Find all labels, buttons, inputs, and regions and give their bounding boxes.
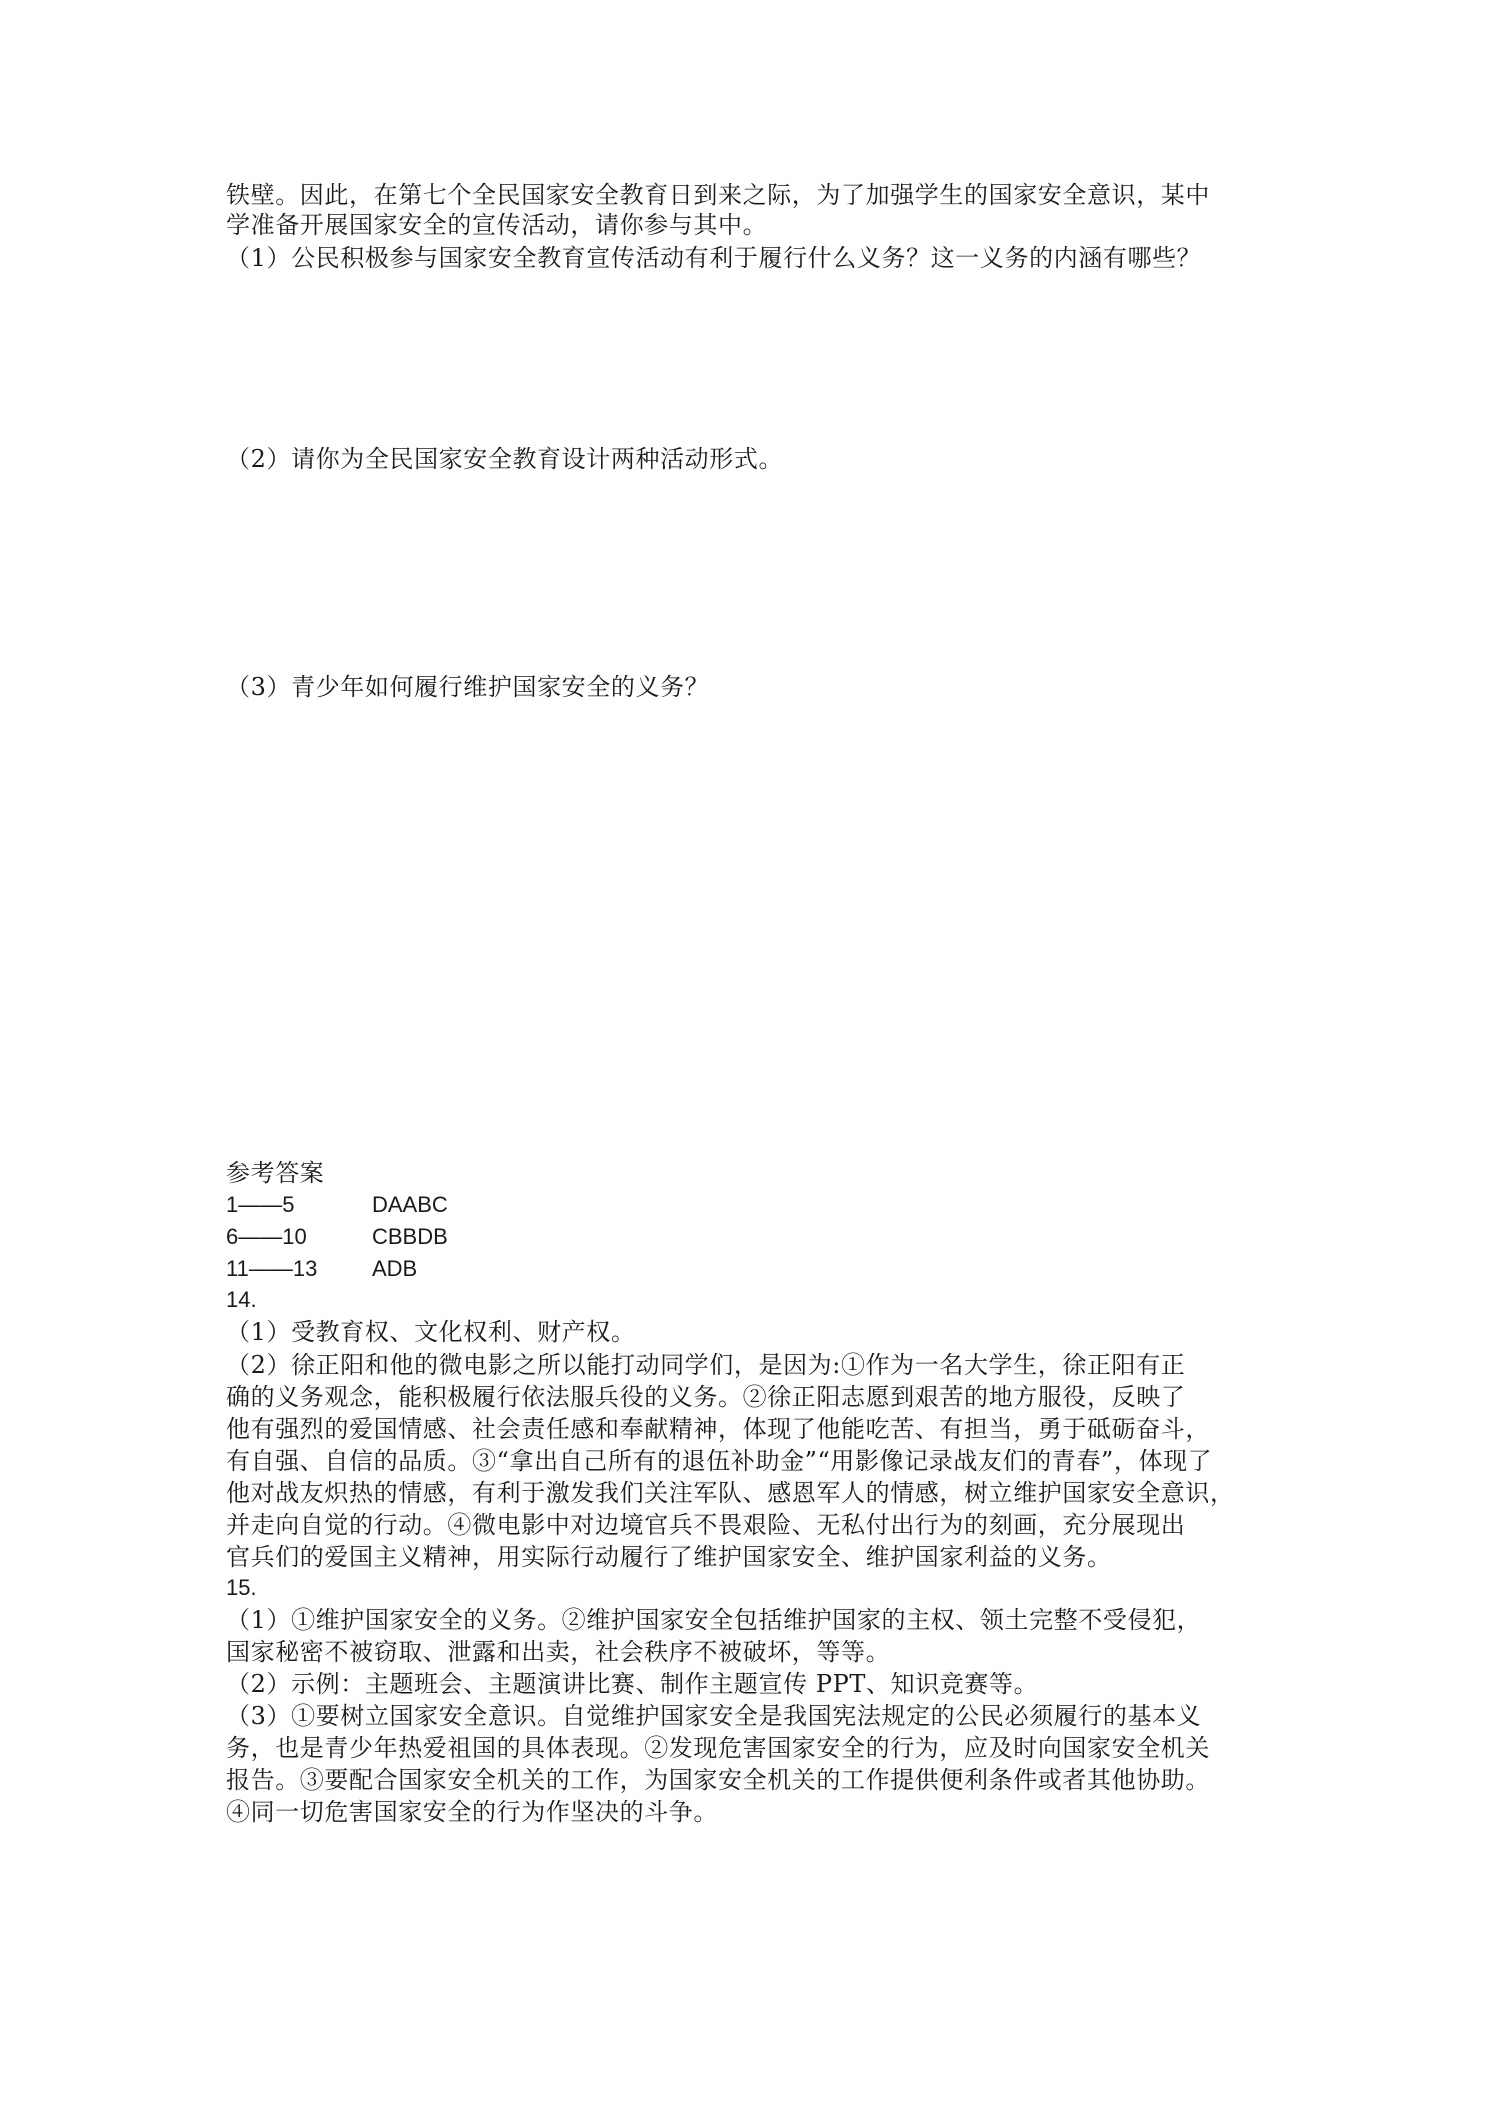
- q14-answer-line: 并走向自觉的行动。④微电影中对边境官兵不畏艰险、无私付出行为的刻画，充分展现出: [226, 1511, 1186, 1539]
- choice-answer-row: [226, 1222, 448, 1252]
- choice-answer-row: [226, 1254, 417, 1284]
- choice-keys: CBBDB: [372, 1224, 448, 1249]
- intro-line-1: 铁壁。因此，在第七个全民国家安全教育日到来之际，为了加强学生的国家安全意识，某中: [226, 181, 1210, 209]
- q14-answer-line: （1）受教育权、文化权利、财产权。: [226, 1318, 636, 1346]
- choice-keys: ADB: [372, 1256, 418, 1281]
- q14-answer-line: 他有强烈的爱国情感、社会责任感和奉献精神，体现了他能吃苦、有担当，勇于砥砺奋斗，: [226, 1415, 1210, 1443]
- q14-answer-line: 他对战友炽热的情感，有利于激发我们关注军队、感恩军人的情感，树立维护国家安全意识，: [226, 1479, 1235, 1507]
- q14-answer-line: 有自强、自信的品质。③“拿出自己所有的退伍补助金”“用影像记录战友们的青春”，体现了: [226, 1447, 1213, 1475]
- q15-answer-line: 务，也是青少年热爱祖国的具体表现。②发现危害国家安全的行为，应及时向国家安全机关: [226, 1734, 1210, 1762]
- q14-number: 14.: [226, 1287, 257, 1312]
- answers-title: 参考答案: [226, 1159, 325, 1187]
- q15-answer-line: 国家秘密不被窃取、泄露和出卖，社会秩序不被破坏，等等。: [226, 1638, 891, 1666]
- q14-answer-line: （2）徐正阳和他的微电影之所以能打动同学们，是因为:①作为一名大学生，徐正阳有正: [226, 1351, 1186, 1379]
- q15-answer-line: （2）示例：主题班会、主题演讲比赛、制作主题宣传 PPT、知识竞赛等。: [226, 1670, 1039, 1698]
- q15-answer-line: 报告。③要配合国家安全机关的工作，为国家安全机关的工作提供便利条件或者其他协助。: [226, 1766, 1210, 1794]
- question-2: （2）请你为全民国家安全教育设计两种活动形式。: [226, 445, 784, 473]
- question-1: （1）公民积极参与国家安全教育宣传活动有利于履行什么义务？这一义务的内涵有哪些？: [226, 244, 1202, 272]
- choice-range: 11——13: [226, 1256, 318, 1281]
- q14-answer-line: 官兵们的爱国主义精神，用实际行动履行了维护国家安全、维护国家利益的义务。: [226, 1543, 1112, 1571]
- q15-answer-line: （1）①维护国家安全的义务。②维护国家安全包括维护国家的主权、领土完整不受侵犯，: [226, 1606, 1202, 1634]
- choice-range: 6——10: [226, 1224, 307, 1249]
- q15-answer-line: ④同一切危害国家安全的行为作坚决的斗争。: [226, 1798, 718, 1826]
- q15-number: 15.: [226, 1575, 257, 1600]
- intro-line-2: 学准备开展国家安全的宣传活动，请你参与其中。: [226, 211, 768, 239]
- q14-answer-line: 确的义务观念，能积极履行依法服兵役的义务。②徐正阳志愿到艰苦的地方服役，反映了: [226, 1383, 1186, 1411]
- choice-keys: DAABC: [372, 1192, 448, 1217]
- choice-answer-row: [226, 1190, 448, 1220]
- q15-answer-line: （3）①要树立国家安全意识。自觉维护国家安全是我国宪法规定的公民必须履行的基本义: [226, 1702, 1202, 1730]
- question-3: （3）青少年如何履行维护国家安全的义务？: [226, 673, 710, 701]
- choice-range: 1——5: [226, 1192, 295, 1217]
